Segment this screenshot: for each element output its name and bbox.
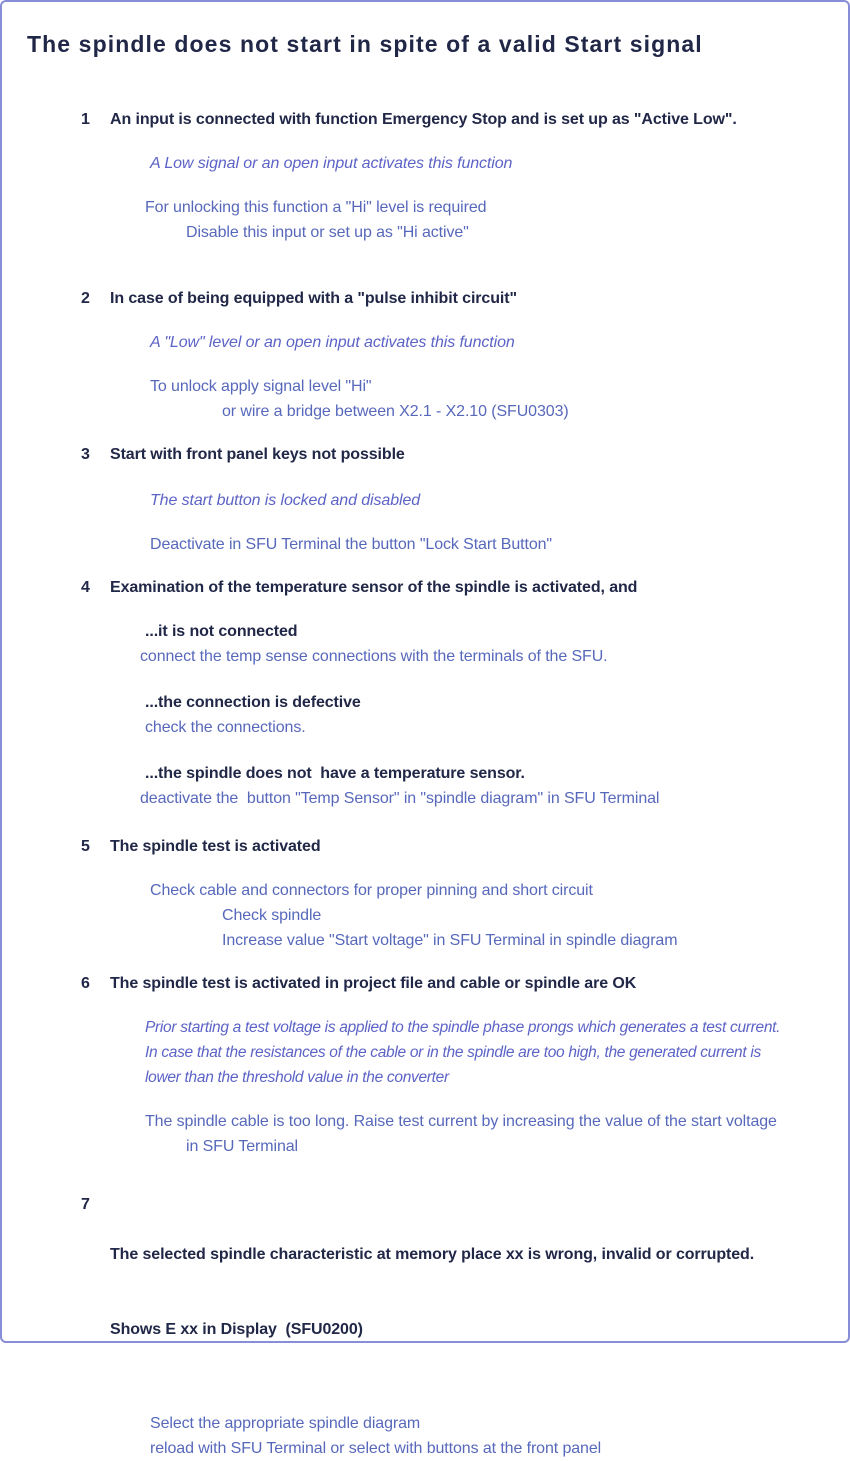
section-4-subcause-heading: ...the spindle does not have a temperature sensor. — [145, 765, 525, 782]
section-2-heading: In case of being equipped with a "pulse inhibit circuit" — [110, 290, 517, 307]
section-1-remedy-line: Disable this input or set up as "Hi active" — [186, 224, 469, 241]
section-5-number: 5 — [81, 838, 90, 855]
section-6-heading-row — [2, 971, 848, 996]
section-3-remedy-line: Deactivate in SFU Terminal the button "Lock Start Button" — [150, 536, 553, 553]
section-4-heading: Examination of the temperature sensor of the spindle is activated, and — [110, 579, 638, 596]
section-6-cause-note: In case that the resistances of the cable or in the spindle are too high, the generated current is — [145, 1044, 761, 1061]
section-5-remedy-line: Increase value "Start voltage" in SFU Terminal in spindle diagram — [222, 932, 678, 949]
section-7-remedy-line: Select the appropriate spindle diagram — [150, 1415, 421, 1432]
section-6-remedy-line: in SFU Terminal — [186, 1138, 299, 1155]
section-6-cause-note: Prior starting a test voltage is applied to the spindle phase prongs which generates a test current. — [145, 1019, 781, 1036]
section-2-remedy-line: To unlock apply signal level "Hi" — [150, 378, 372, 395]
section-2-cause-note: A "Low" level or an open input activates this function — [150, 334, 515, 351]
section-6-remedy-line: The spindle cable is too long. Raise test current by increasing the value of the start voltage — [145, 1113, 777, 1130]
section-7-heading-line: The selected spindle characteristic at memory place xx is wrong, invalid or corrupted. — [110, 1246, 755, 1263]
section-5-heading-row — [2, 834, 848, 859]
section-7-number: 7 — [81, 1196, 90, 1213]
section-7-heading-row — [2, 1192, 848, 1392]
section-4-heading-row — [2, 575, 848, 600]
section-7-remedy-line: reload with SFU Terminal or select with buttons at the front panel — [150, 1440, 602, 1457]
section-6-number: 6 — [81, 975, 90, 992]
page-title: The spindle does not start in spite of a valid Start signal — [27, 31, 703, 57]
section-1-heading-row — [2, 107, 848, 132]
section-3-number: 3 — [81, 446, 90, 463]
section-4-remedy-line: connect the temp sense connections with the terminals of the SFU. — [140, 648, 608, 665]
section-1-remedy-line: For unlocking this function a "Hi" level is required — [145, 199, 487, 216]
section-5-remedy-line: Check spindle — [222, 907, 322, 924]
section-4-subcause-heading: ...it is not connected — [145, 623, 298, 640]
section-1-cause-note: A Low signal or an open input activates this function — [150, 155, 513, 172]
section-2-remedy-line: or wire a bridge between X2.1 - X2.10 (SFU0303) — [222, 403, 569, 420]
section-3-cause-note: The start button is locked and disabled — [150, 492, 421, 509]
section-6-cause-note: lower than the threshold value in the converter — [145, 1069, 449, 1086]
section-1-heading: An input is connected with function Emergency Stop and is set up as "Active Low". — [110, 111, 737, 128]
section-5-heading: The spindle test is activated — [110, 838, 321, 855]
section-4-remedy-line: deactivate the button "Temp Sensor" in "spindle diagram" in SFU Terminal — [140, 790, 660, 807]
section-5-remedy-line: Check cable and connectors for proper pinning and short circuit — [150, 882, 593, 899]
section-6-heading: The spindle test is activated in project file and cable or spindle are OK — [110, 975, 637, 992]
section-7-heading — [110, 1192, 754, 1392]
section-4-subcause-heading: ...the connection is defective — [145, 694, 361, 711]
section-2-heading-row — [2, 286, 848, 311]
section-4-remedy-line: check the connections. — [145, 719, 306, 736]
section-1-number: 1 — [81, 111, 90, 128]
section-2-number: 2 — [81, 290, 90, 307]
section-3-heading-row — [2, 442, 848, 467]
section-7-heading-line: Shows E xx in Display (SFU0200) — [110, 1321, 363, 1338]
section-4-number: 4 — [81, 579, 90, 596]
section-3-heading: Start with front panel keys not possible — [110, 446, 405, 463]
